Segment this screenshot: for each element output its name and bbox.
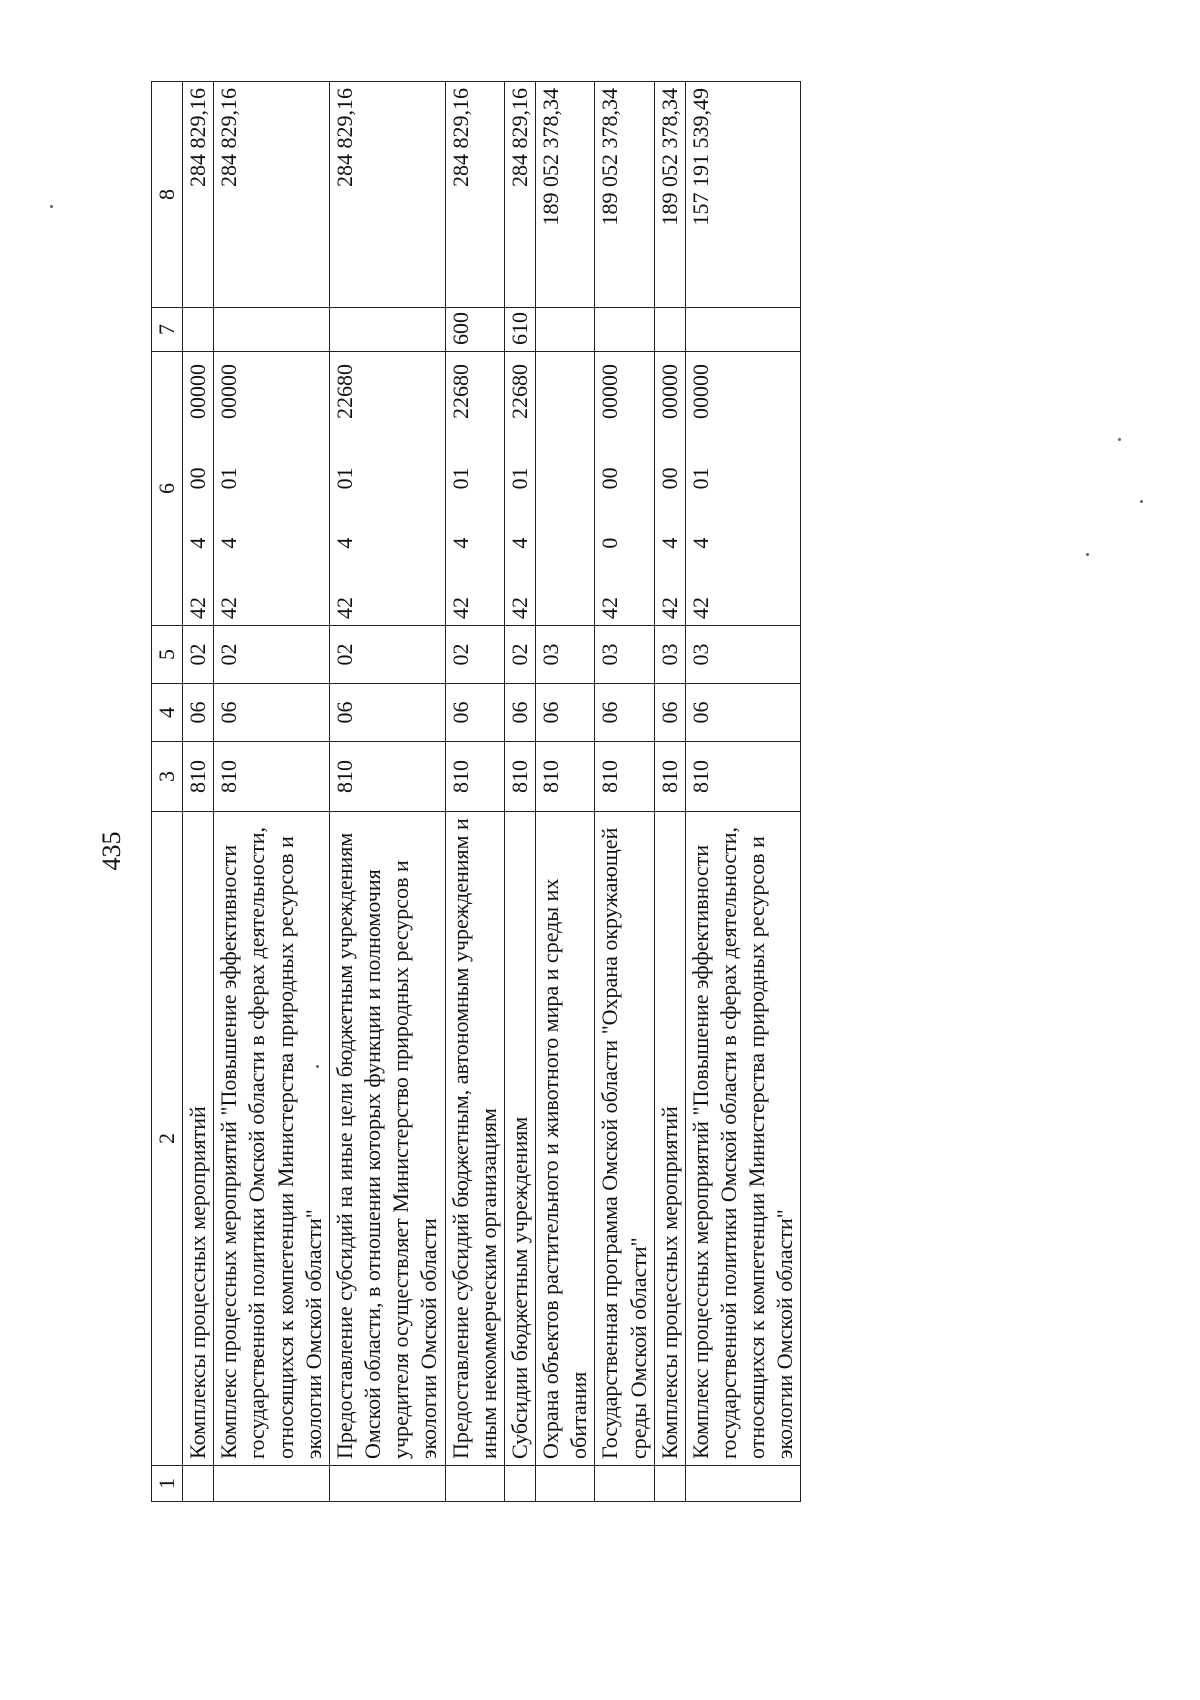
cell-num <box>536 1466 595 1502</box>
cell-amount: 157 191 539,49 <box>685 82 801 308</box>
code-subprogram: 01 <box>506 467 532 490</box>
cell-expense-type <box>595 308 654 352</box>
code-direction: 00000 <box>216 364 242 420</box>
table-row <box>536 82 595 1502</box>
scan-speck <box>1140 500 1143 503</box>
cell-section: 06 <box>445 684 504 742</box>
code-type: 0 <box>597 537 623 549</box>
code-subprogram: 01 <box>216 467 242 490</box>
cell-section: 06 <box>536 684 595 742</box>
cell-ministry-code: 810 <box>183 742 214 812</box>
cell-ministry-code: 810 <box>329 742 445 812</box>
code-direction: 22680 <box>331 364 357 420</box>
scan-speck <box>50 205 53 208</box>
cell-amount: 284 829,16 <box>504 82 535 308</box>
cell-name: Комплекс процессных мероприятий "Повышение эффективности государственной политики Омской области в сферах деятельности, относящихся к компетенции Министерства природных ресурсов и экологии Омской области" <box>685 812 801 1466</box>
code-subprogram: 01 <box>447 467 473 490</box>
code-program: 42 <box>447 597 473 619</box>
header-row <box>152 82 183 1502</box>
cell-ministry-code: 810 <box>445 742 504 812</box>
cell-subsection: 03 <box>654 626 685 684</box>
header-col-6: 6 <box>152 352 183 626</box>
code-direction: 22680 <box>506 364 532 420</box>
code-direction: 00000 <box>656 364 682 420</box>
code-subprogram: 01 <box>687 467 713 490</box>
cell-target-code <box>504 352 535 626</box>
cell-ministry-code: 810 <box>685 742 801 812</box>
cell-subsection: 02 <box>329 626 445 684</box>
cell-name: Комплексы процессных мероприятий <box>183 812 214 1466</box>
rotated-table-container <box>151 82 1081 1502</box>
cell-subsection: 02 <box>214 626 330 684</box>
code-program: 42 <box>331 597 357 619</box>
code-program: 42 <box>597 597 623 619</box>
cell-num <box>685 1466 801 1502</box>
cell-subsection: 02 <box>445 626 504 684</box>
header-col-5: 5 <box>152 626 183 684</box>
table-row <box>183 82 214 1502</box>
cell-amount: 284 829,16 <box>214 82 330 308</box>
cell-ministry-code: 810 <box>536 742 595 812</box>
table-row <box>329 82 445 1502</box>
cell-num <box>595 1466 654 1502</box>
code-direction: 00000 <box>597 364 623 420</box>
cell-amount: 284 829,16 <box>183 82 214 308</box>
cell-subsection: 02 <box>183 626 214 684</box>
cell-name: Субсидии бюджетным учреждениям <box>504 812 535 1466</box>
code-program: 42 <box>185 597 211 619</box>
cell-target-code <box>685 352 801 626</box>
cell-ministry-code: 810 <box>654 742 685 812</box>
budget-table <box>151 81 801 1502</box>
cell-name: Охрана объектов растительного и животного мира и среды их обитания <box>536 812 595 1466</box>
code-direction: 00000 <box>687 364 713 420</box>
cell-amount: 284 829,16 <box>445 82 504 308</box>
cell-target-code <box>329 352 445 626</box>
cell-target-code <box>445 352 504 626</box>
cell-name: Комплексы процессных мероприятий <box>654 812 685 1466</box>
code-type: 4 <box>687 537 713 549</box>
code-type: 4 <box>331 537 357 549</box>
cell-target-code <box>654 352 685 626</box>
cell-target-code <box>536 352 595 626</box>
header-col-7: 7 <box>152 308 183 352</box>
cell-section: 06 <box>214 684 330 742</box>
cell-name: Комплекс процессных мероприятий "Повышение эффективности государственной политики Омской области в сферах деятельности, относящихся к компетенции Министерства природных ресурсов и экологии Омской области" <box>214 812 330 1466</box>
cell-amount: 284 829,16 <box>329 82 445 308</box>
code-direction: 22680 <box>447 364 473 420</box>
cell-section: 06 <box>685 684 801 742</box>
cell-expense-type: 610 <box>504 308 535 352</box>
cell-subsection: 03 <box>685 626 801 684</box>
code-type: 4 <box>656 537 682 549</box>
cell-subsection: 02 <box>504 626 535 684</box>
cell-amount: 189 052 378,34 <box>654 82 685 308</box>
cell-target-code <box>214 352 330 626</box>
code-type: 4 <box>447 537 473 549</box>
cell-name: Государственная программа Омской области "Охрана окружающей среды Омской области" <box>595 812 654 1466</box>
cell-expense-type <box>536 308 595 352</box>
code-program: 42 <box>656 597 682 619</box>
cell-num <box>214 1466 330 1502</box>
cell-section: 06 <box>504 684 535 742</box>
cell-section: 06 <box>329 684 445 742</box>
cell-target-code <box>183 352 214 626</box>
scan-speck <box>316 1065 319 1068</box>
code-subprogram: 00 <box>185 467 211 490</box>
table-row <box>214 82 330 1502</box>
cell-expense-type <box>685 308 801 352</box>
table-row <box>685 82 801 1502</box>
scan-speck <box>1086 553 1089 556</box>
cell-expense-type: 600 <box>445 308 504 352</box>
header-col-2: 2 <box>152 812 183 1466</box>
code-program: 42 <box>506 597 532 619</box>
cell-expense-type <box>329 308 445 352</box>
code-program: 42 <box>687 597 713 619</box>
header-col-1: 1 <box>152 1466 183 1502</box>
code-direction: 00000 <box>185 364 211 420</box>
code-type: 4 <box>506 537 532 549</box>
scan-speck <box>1118 438 1121 441</box>
cell-subsection: 03 <box>595 626 654 684</box>
cell-section: 06 <box>595 684 654 742</box>
cell-num <box>329 1466 445 1502</box>
cell-amount: 189 052 378,34 <box>536 82 595 308</box>
cell-section: 06 <box>183 684 214 742</box>
page-number: 435 <box>97 831 126 871</box>
cell-ministry-code: 810 <box>595 742 654 812</box>
header-col-3: 3 <box>152 742 183 812</box>
cell-amount: 189 052 378,34 <box>595 82 654 308</box>
header-col-4: 4 <box>152 684 183 742</box>
cell-num <box>183 1466 214 1502</box>
code-program: 42 <box>216 597 242 619</box>
cell-section: 06 <box>654 684 685 742</box>
table-row <box>595 82 654 1502</box>
code-type: 4 <box>185 537 211 549</box>
cell-expense-type <box>214 308 330 352</box>
cell-subsection: 03 <box>536 626 595 684</box>
code-subprogram: 00 <box>656 467 682 490</box>
table-row <box>504 82 535 1502</box>
cell-expense-type <box>654 308 685 352</box>
cell-num <box>654 1466 685 1502</box>
cell-target-code <box>595 352 654 626</box>
cell-num <box>504 1466 535 1502</box>
table-row <box>445 82 504 1502</box>
cell-name: Предоставление субсидий бюджетным, автономным учреждениям и иным некоммерческим организациям <box>445 812 504 1466</box>
cell-num <box>445 1466 504 1502</box>
code-subprogram: 01 <box>331 467 357 490</box>
cell-ministry-code: 810 <box>214 742 330 812</box>
cell-expense-type <box>183 308 214 352</box>
code-subprogram: 00 <box>597 467 623 490</box>
cell-name: Предоставление субсидий на иные цели бюджетным учреждениям Омской области, в отношении которых функции и полномочия учредителя осуществляет Министерство природных ресурсов и экологии Омской области <box>329 812 445 1466</box>
header-col-8: 8 <box>152 82 183 308</box>
cell-ministry-code: 810 <box>504 742 535 812</box>
table-row <box>654 82 685 1502</box>
code-type: 4 <box>216 537 242 549</box>
